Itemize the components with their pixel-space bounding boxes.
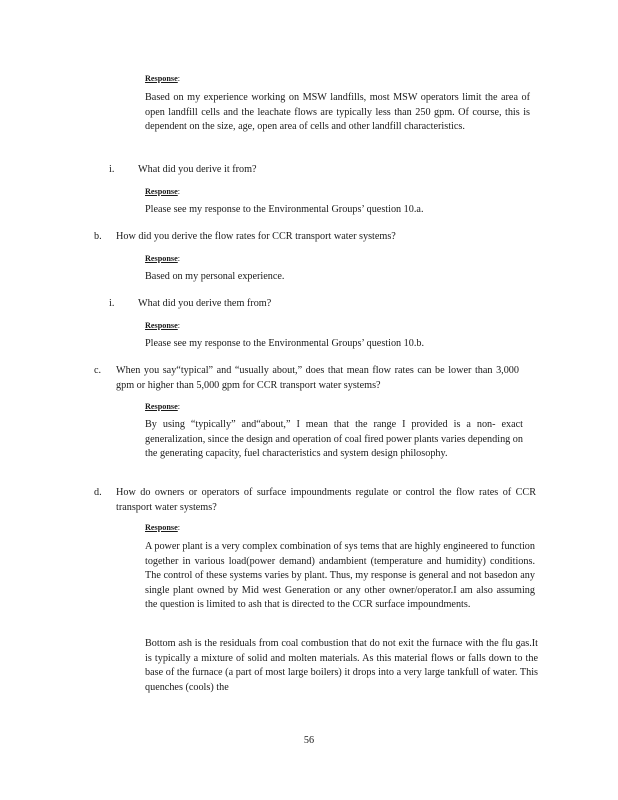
question-marker: d. — [94, 487, 102, 498]
question-text: How did you derive the flow rates for CCR transport water systems? — [116, 231, 396, 242]
question-text: How do owners or operators of surface impoundments regulate or control the flow rates of CCR transport water systems? — [116, 487, 536, 513]
question-marker: i. — [109, 298, 115, 309]
response-label: Response: — [145, 74, 181, 83]
response-text: By using “typically” and“about,” I mean that the range I provided is a non- exact generalization, since the design and operation of coal fired power plants varies depending on the generating capacity, fuel characteristics and system design philosophy. — [145, 419, 523, 460]
response-text: Based on my experience working on MSW landfills, most MSW operators limit the area of open landfill cells and the leachate flows are typically less than 250 gpm. Of course, this is dependent on the size, age, open area of cells and other landfill characteristics. — [145, 92, 530, 133]
response-label: Response: — [145, 187, 181, 196]
question-marker: c. — [94, 365, 102, 376]
question-text: What did you derive them from? — [138, 298, 272, 309]
response-text: Bottom ash is the residuals from coal combustion that do not exit the furnace with the flu gas.It is typically a mixture of solid and molten materials. As this material flows or falls down to the base of the furnace (a part of most large boilers) it drops into a very large tankfull of water. This quenches (cools) the — [145, 638, 538, 693]
question-marker: b. — [94, 231, 102, 242]
response-text: Based on my personal experience. — [145, 271, 285, 282]
response-text: Please see my response to the Environmental Groups’ question 10.b. — [145, 338, 425, 349]
response-text: A power plant is a very complex combination of sys tems that are highly engineered to function together in various load(power demand) andambient (temperature and humidity) conditions. The control of these systems varies by plant. Thus, my response is general and not basedon any single plant owned by Mid west Generation or any other owner/operator.I am also assuming the question is limited to ash that is directed to the CCR surface impoundments. — [145, 541, 535, 611]
question-text: What did you derive it from? — [138, 164, 257, 175]
page-number: 56 — [303, 735, 315, 746]
response-label: Response: — [145, 254, 181, 263]
response-label: Response: — [145, 321, 181, 330]
response-label: Response: — [145, 402, 181, 411]
response-label: Response: — [145, 523, 181, 532]
question-marker: i. — [109, 164, 115, 175]
response-text: Please see my response to the Environmental Groups’ question 10.a. — [145, 204, 424, 215]
question-text: When you say“typical” and “usually about,” does that mean flow rates can be lower than 3,000 gpm or higher than 5,000 gpm for CCR transport water systems? — [116, 365, 519, 391]
